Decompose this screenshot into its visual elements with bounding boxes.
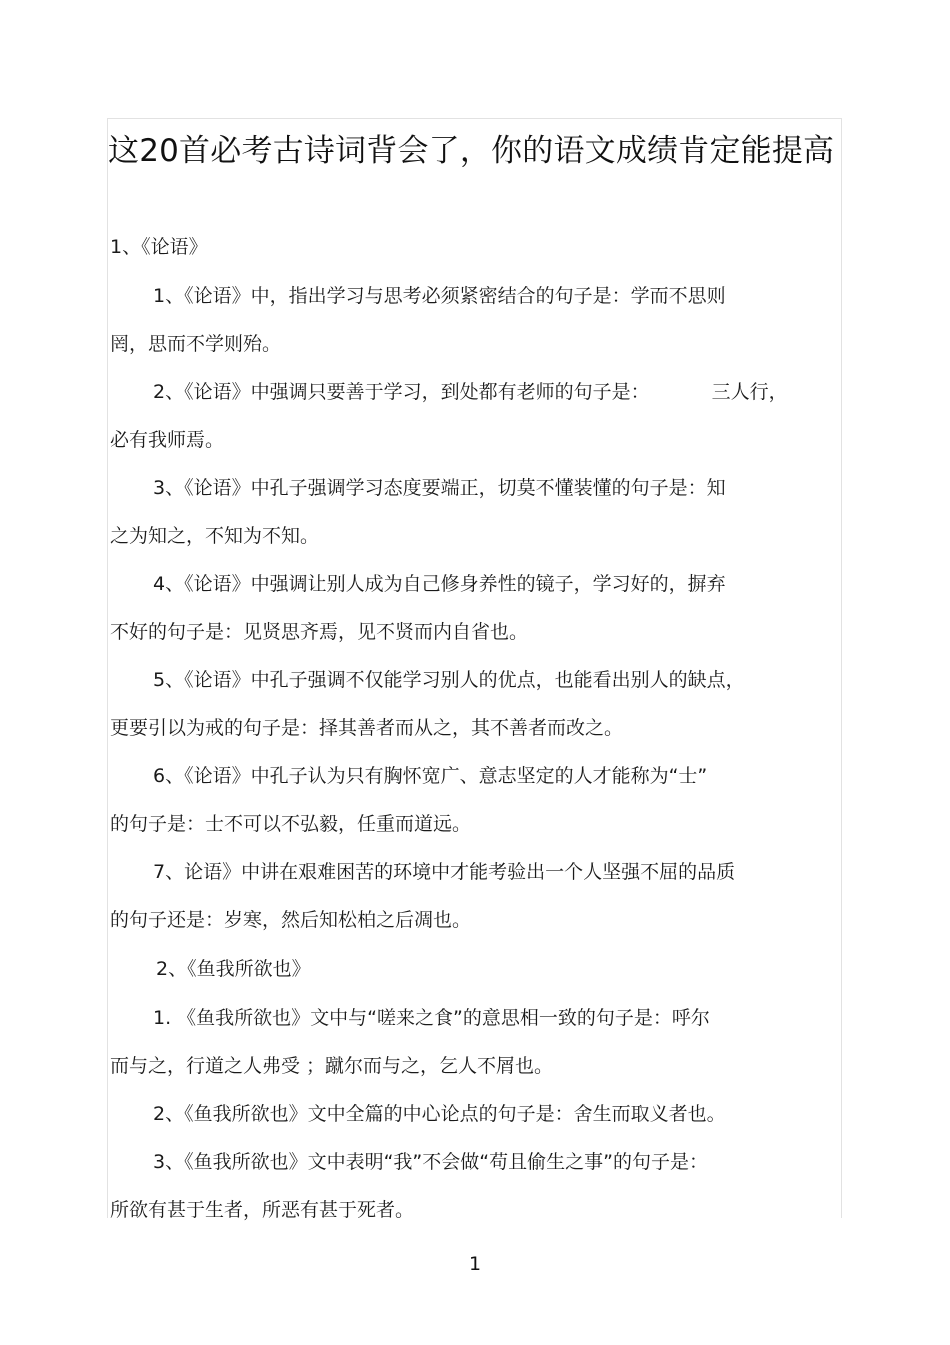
paragraph-line: 3、《鱼我所欲也》文中表明“我”不会做“苟且偷生之事”的句子是： (153, 1151, 708, 1173)
paragraph-line: 7、论语》中讲在艰难困苦的环境中才能考验出一个人坚强不屈的品质 (153, 861, 736, 883)
section-heading-yuwosuoyuye: 2、《鱼我所欲也》 (156, 958, 311, 980)
paragraph-line: 3、《论语》中孔子强调学习态度要端正，切莫不懂装懂的句子是：知 (153, 477, 726, 499)
paragraph-line: 的句子还是：岁寒，然后知松柏之后凋也。 (110, 909, 472, 931)
paragraph-line: 不好的句子是：见贤思齐焉，见不贤而内自省也。 (110, 621, 529, 643)
paragraph-line: 更要引以为戒的句子是：择其善者而从之，其不善者而改之。 (110, 717, 624, 739)
paragraph-line: 而与之，行道之人弗受 ；蹴尔而与之，乞人不屑也。 (110, 1055, 554, 1077)
paragraph-line: 必有我师焉。 (110, 429, 225, 451)
paragraph-text: 2、《论语》中强调只要善于学习，到处都有老师的句子是： (153, 381, 650, 403)
document-title: 这20首必考古诗词背会了，你的语文成绩肯定能提高 (108, 133, 835, 169)
paragraph-line: 4、《论语》中强调让别人成为自己修身养性的镜子，学习好的，摒弃 (153, 573, 726, 595)
paragraph-line: 2、《鱼我所欲也》文中全篇的中心论点的句子是：舍生而取义者也。 (153, 1103, 726, 1125)
section-heading-lunyu: 1、《论语》 (110, 236, 208, 258)
paragraph-line: 5、《论语》中孔子强调不仅能学习别人的优点，也能看出别人的缺点， (153, 669, 745, 691)
paragraph-line: 1. 《鱼我所欲也》文中与“嗟来之食”的意思相一致的句子是：呼尔 (153, 1007, 710, 1029)
paragraph-line (110, 368, 800, 416)
paragraph-text: 三人行， (711, 381, 788, 403)
paragraph-line: 之为知之，不知为不知。 (110, 525, 320, 547)
page-number: 1 (468, 1253, 482, 1275)
paragraph-line: 的句子是：士不可以不弘毅，任重而道远。 (110, 813, 472, 835)
paragraph-line: 所欲有甚于生者，所恶有甚于死者。 (110, 1199, 415, 1221)
document-body (110, 222, 800, 1234)
paragraph-line: 6、《论语》中孔子认为只有胸怀宽广、意志坚定的人才能称为“士” (153, 765, 708, 787)
paragraph-line: 1、《论语》中，指出学习与思考必须紧密结合的句子是：学而不思则 (153, 285, 726, 307)
paragraph-line: 罔，思而不学则殆。 (110, 333, 282, 355)
